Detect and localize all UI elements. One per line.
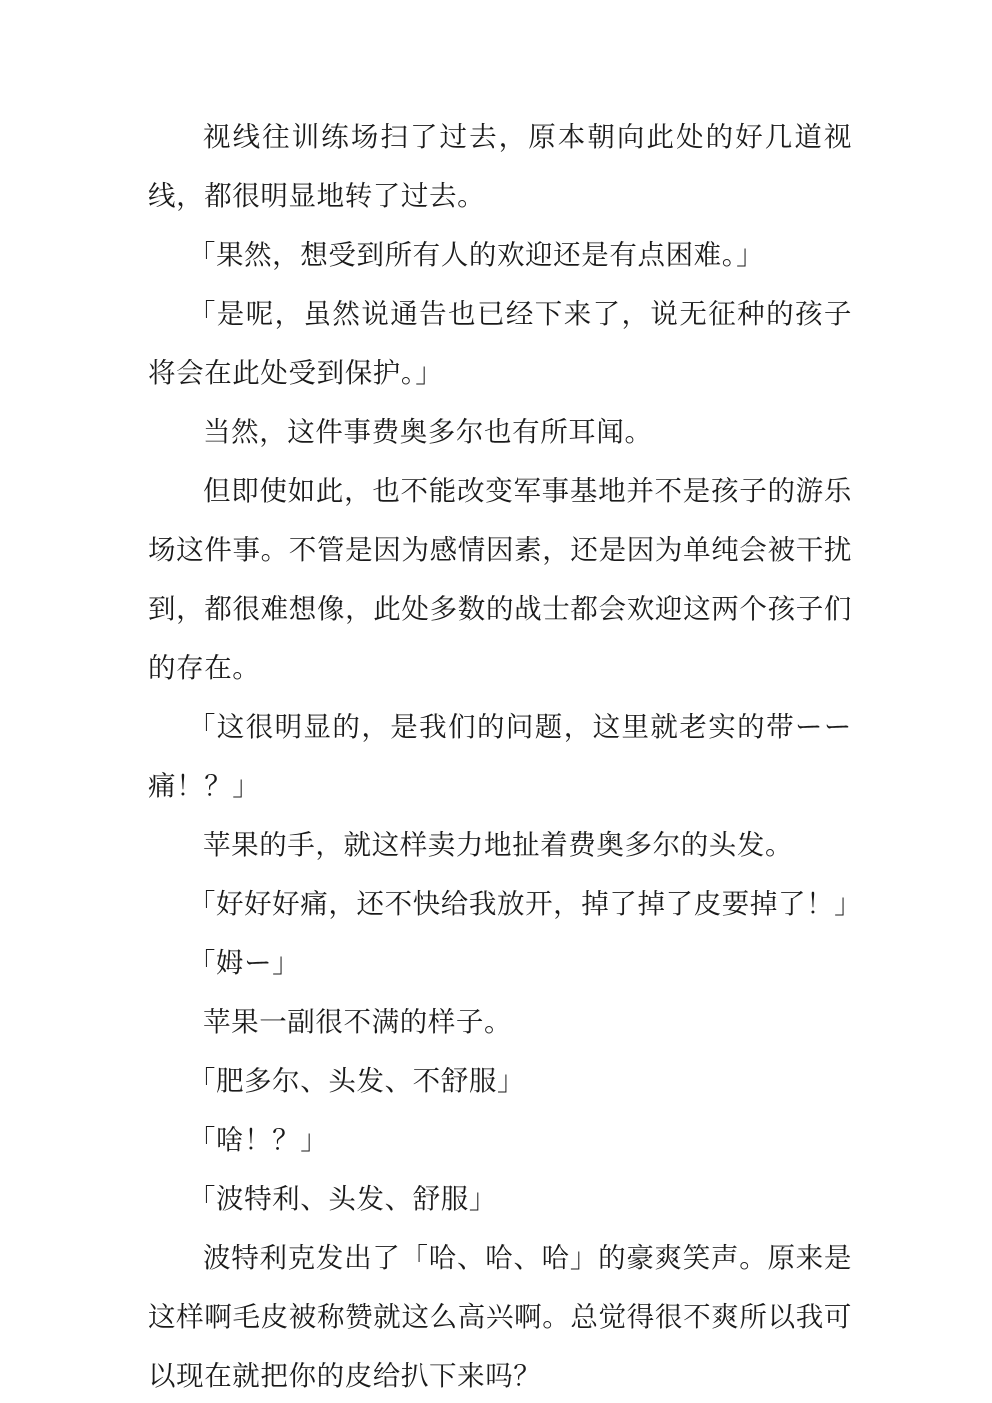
body-text-column [148,108,863,1403]
paragraph-dialogue: 「波特利、头发、舒服」 [187,1183,497,1215]
paragraph-dialogue: 「啥！？」 [187,1124,329,1156]
paragraph-dialogue: 「这很明显的，是我们的问题，这里就老实的带ーー痛！？」 [148,711,852,802]
paragraph-narrative: 但即使如此，也不能改变军事基地并不是孩子的游乐场这件事。不管是因为感情因素，还是因为单纯会被干扰到，都很难想像，此处多数的战士都会欢迎这两个孩子们的存在。 [148,475,852,684]
paragraph-narrative: 苹果一副很不满的样子。 [203,1006,513,1038]
paragraph-dialogue: 「是呢，虽然说通告也已经下来了，说无征种的孩子将会在此处受到保护。」 [148,298,852,389]
paragraph-narrative: 苹果的手，就这样卖力地扯着费奥多尔的头发。 [203,829,794,861]
paragraph-dialogue: 「肥多尔、头发、不舒服」 [187,1065,526,1097]
paragraph-narrative: 视线往训练场扫了过去，原本朝向此处的好几道视线，都很明显地转了过去。 [148,121,852,212]
paragraph-dialogue: 「好好好痛，还不快给我放开，掉了掉了皮要掉了！」 [187,888,863,920]
paragraph-dialogue: 「姆ー」 [187,947,301,979]
paragraph-dialogue: 「果然，想受到所有人的欢迎还是有点困难。」 [187,239,765,271]
paragraph-narrative: 波特利克发出了「哈、哈、哈」的豪爽笑声。原来是这样啊毛皮被称赞就这么高兴啊。总觉得很不爽所以我可以现在就把你的皮给扒下来吗？ [148,1242,852,1392]
paragraph-narrative: 当然，这件事费奥多尔也有所耳闻。 [203,416,653,448]
